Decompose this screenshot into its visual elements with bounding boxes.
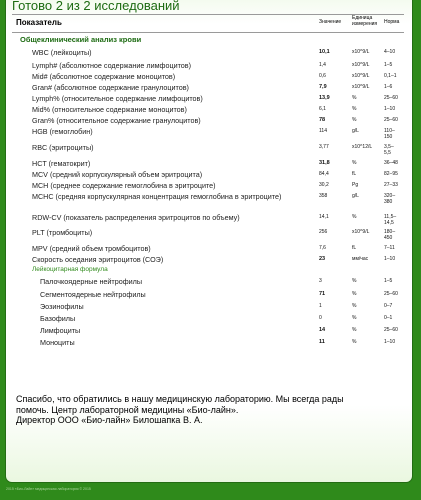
parameter-name: HGB (гемоглобин) xyxy=(32,127,93,136)
table-row xyxy=(12,313,404,325)
table-row xyxy=(12,93,404,104)
message-line: Спасибо, что обратились в нашу медицинскую лабораторию. Мы всегда рады xyxy=(16,394,344,404)
table-row xyxy=(12,243,404,254)
result-value: 13,9 xyxy=(319,95,330,101)
result-value: 3,77 xyxy=(319,144,329,150)
header-unit: Единица измерения xyxy=(352,15,378,27)
parameter-name: Эозинофилы xyxy=(40,302,84,311)
parameter-name: Mid# (абсолютное содержание моноцитов) xyxy=(32,72,176,81)
unit: x10^9/L xyxy=(352,73,370,79)
parameter-name: Mid% (относительное содержание моноцитов) xyxy=(32,105,187,114)
unit: fL xyxy=(352,171,357,177)
parameter-name: Сегментоядерные нейтрофилы xyxy=(40,290,146,299)
section-title: Общеклинический анализ крови xyxy=(20,35,142,44)
results-table xyxy=(12,14,404,349)
result-value: 71 xyxy=(319,291,326,297)
parameter-name: WBC (лейкоциты) xyxy=(32,48,92,57)
parameter-name: Палочкоядерные нейтрофилы xyxy=(40,277,143,286)
table-row xyxy=(12,158,404,169)
parameter-name: Lymph% (относительное содержание лимфоцитов) xyxy=(32,94,203,103)
reference-range: 27–33 xyxy=(384,182,398,188)
parameter-name: Gran# (абсолютное содержание гранулоцитов) xyxy=(32,83,189,92)
table-row xyxy=(12,104,404,115)
message-line: Директор ООО «Био-лайн» Билошапка В. А. xyxy=(16,415,203,426)
reference-range: 110– 150 xyxy=(384,128,395,140)
result-value: 78 xyxy=(319,117,326,123)
unit: x10^9/L xyxy=(352,62,370,68)
table-row xyxy=(12,60,404,71)
parameter-name: Gran% (относительное содержание гранулоцитов) xyxy=(32,116,201,125)
header-value: Значение xyxy=(319,19,342,25)
result-value: 114 xyxy=(319,128,327,134)
table-row xyxy=(12,227,404,243)
result-value: 11 xyxy=(319,339,325,345)
table-row xyxy=(12,301,404,313)
result-value: 23 xyxy=(319,256,326,262)
parameter-name: PLT (тромбоциты) xyxy=(32,228,93,237)
table-row xyxy=(12,115,404,126)
unit: % xyxy=(352,95,357,101)
reference-range: 0–1 xyxy=(384,315,393,321)
result-value: 14 xyxy=(319,327,326,333)
result-value: 1 xyxy=(319,303,322,309)
table-row xyxy=(12,191,404,212)
result-value: 7,9 xyxy=(319,84,327,90)
unit: % xyxy=(352,303,357,309)
result-value: 31,8 xyxy=(319,160,330,166)
reference-range: 1–6 xyxy=(384,84,393,90)
parameter-name: MCV (средний корпускулярный объем эритроцита) xyxy=(32,170,203,179)
section-heading xyxy=(12,33,404,47)
reference-range: 3,5– 5,5 xyxy=(384,144,394,156)
table-row xyxy=(12,325,404,337)
reference-range: 1–10 xyxy=(384,339,396,345)
table-row xyxy=(12,169,404,180)
result-value: 6,1 xyxy=(319,106,326,112)
reference-range: 0–7 xyxy=(384,303,393,309)
unit: x10^12/L xyxy=(352,144,373,150)
result-value: 358 xyxy=(319,193,328,199)
unit: % xyxy=(352,117,357,123)
result-value: 10,1 xyxy=(319,49,330,55)
parameter-name: RBC (эритроциты) xyxy=(32,143,94,152)
table-row xyxy=(12,289,404,301)
unit: % xyxy=(352,339,357,345)
reference-range: 25–60 xyxy=(384,327,398,333)
result-value: 256 xyxy=(319,229,328,235)
result-value: 3 xyxy=(319,278,322,284)
table-row xyxy=(12,82,404,93)
parameter-name: Скорость оседания эритроцитов (СОЭ) xyxy=(32,255,164,264)
unit: % xyxy=(352,327,357,333)
reference-range: 25–60 xyxy=(384,95,398,101)
table-row xyxy=(12,254,404,265)
results-card xyxy=(6,0,412,482)
thank-you-message xyxy=(16,394,401,426)
parameter-name: MCH (среднее содержание гемоглобина в эритроците) xyxy=(32,181,216,190)
unit: % xyxy=(352,160,357,166)
page-title: Готово 2 из 2 исследований xyxy=(12,0,180,13)
reference-range: 25–60 xyxy=(384,117,398,123)
header-parameter: Показатель xyxy=(16,18,62,27)
table-row xyxy=(12,126,404,142)
unit: fL xyxy=(352,245,357,251)
reference-range: 180– 450 xyxy=(384,229,396,241)
header-norm: Норма xyxy=(384,19,400,25)
leukocyte-rows xyxy=(12,276,404,349)
unit: x10^9/L xyxy=(352,84,370,90)
reference-range: 320– 380 xyxy=(384,193,396,205)
main-rows xyxy=(12,47,404,265)
table-row xyxy=(12,142,404,158)
reference-range: 1–5 xyxy=(384,62,393,68)
reference-range: 1–5 xyxy=(384,278,393,284)
reference-range: 1–10 xyxy=(384,106,396,112)
unit: g/L xyxy=(352,128,359,134)
parameter-name: Базофилы xyxy=(40,314,76,323)
unit: % xyxy=(352,315,357,321)
table-header xyxy=(12,15,404,33)
parameter-name: Lymph# (абсолютное содержание лимфоцитов) xyxy=(32,61,192,70)
reference-range: 0,1–1 xyxy=(384,73,397,79)
parameter-name: Лимфоциты xyxy=(40,326,81,335)
reference-range: 36–48 xyxy=(384,160,398,166)
result-value: 30,2 xyxy=(319,182,329,188)
reference-range: 4–10 xyxy=(384,49,396,55)
unit: x10^9/L xyxy=(352,49,370,55)
reference-range: 25–60 xyxy=(384,291,398,297)
table-row xyxy=(12,71,404,82)
table-row xyxy=(12,180,404,191)
message-line: помочь. Центр лабораторной медицины «Био-лайн». xyxy=(16,404,239,415)
result-value: 0,6 xyxy=(319,73,326,79)
parameter-name: Моноциты xyxy=(40,338,75,347)
table-row xyxy=(12,212,404,227)
result-value: 1,4 xyxy=(319,62,326,68)
parameter-name: MCHC (средняя корпускулярная концентрация гемоглобина в эритроците) xyxy=(32,192,282,201)
parameter-name: RDW-CV (показатель распределения эритроцитов по объему) xyxy=(32,213,240,222)
result-value: 14,1 xyxy=(319,214,329,220)
unit: % xyxy=(352,214,357,220)
reference-range: 11,5– 14,5 xyxy=(384,214,397,226)
parameter-name: HCT (гематокрит) xyxy=(32,159,91,168)
copyright: 2015 «Био-Лайн» медицинская лаборатория © 2015 xyxy=(6,487,91,491)
unit: % xyxy=(352,291,357,297)
table-row xyxy=(12,337,404,349)
subsection-heading xyxy=(12,265,404,276)
unit: мм/час xyxy=(352,256,369,262)
result-value: 0 xyxy=(319,315,322,321)
reference-range: 82–95 xyxy=(384,171,398,177)
result-value: 84,4 xyxy=(319,171,329,177)
table-row xyxy=(12,47,404,60)
parameter-name: MPV (средний объем тромбоцитов) xyxy=(32,244,151,253)
reference-range: 7–11 xyxy=(384,245,395,251)
result-value: 7,6 xyxy=(319,245,326,251)
unit: Pg xyxy=(352,182,359,188)
unit: g/L xyxy=(352,193,359,199)
table-row xyxy=(12,276,404,289)
unit: x10^9/L xyxy=(352,229,370,235)
unit: % xyxy=(352,106,357,112)
reference-range: 1–10 xyxy=(384,256,396,262)
subsection-title: Лейкоцитарная формула xyxy=(32,266,108,273)
unit: % xyxy=(352,278,357,284)
